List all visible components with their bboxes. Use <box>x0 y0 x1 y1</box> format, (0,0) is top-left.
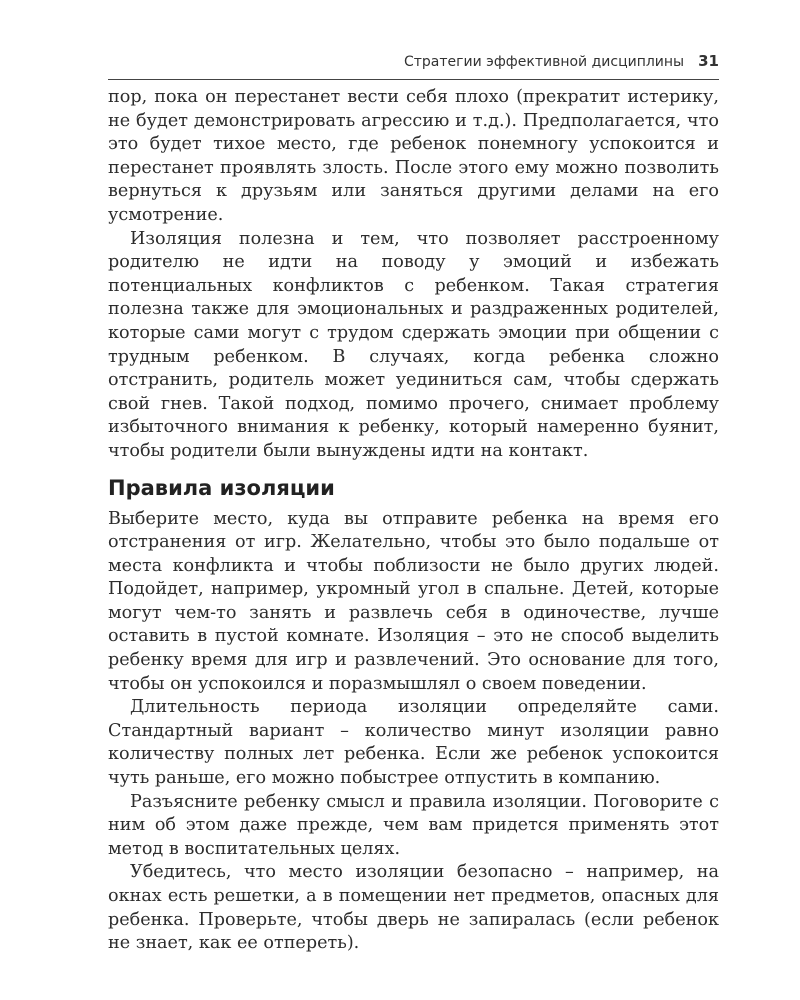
book-page <box>108 52 719 956</box>
paragraph: Убедитесь, что место изоляции безопасно – например, на окнах есть решетки, а в помещении нет предметов, опасных для ребенка. Проверьте, чтобы дверь не запиралась (если ребенок не знает, как ее отпереть). <box>108 862 719 954</box>
paragraph: Изоляция полезна и тем, что позволяет расстроенному родителю не идти на поводу у эмоций и избежать потенциальных конфликтов с ребенком. Такая стратегия полезна также для эмоциональных и раздраженных родителей, которые сами могут с трудом сдержать эмоции при общении с трудным ребенком. В случаях, когда ребенка сложно отстранить, родитель может уединиться сам, чтобы сдержать свой гнев. Такой подход, помимо прочего, снимает проблему избыточного внимания к ребенку, который намеренно буянит, чтобы родители были вынуждены идти на контакт. <box>108 228 719 461</box>
running-header <box>108 52 719 80</box>
paragraph-continuation: пор, пока он перестанет вести себя плохо (прекратит истерику, не будет демонстрировать агрессию и т.д.). Предполагается, что это будет тихое место, где ребенок понемногу успокоится и перестанет проявлять злость. После этого ему можно позволить вернуться к друзьям или заняться другими делами на его усмотрение. <box>108 87 719 225</box>
paragraph: Выберите место, куда вы отправите ребенка на время его отстранения от игр. Желательно, чтобы это было подальше от места конфликта и чтобы поблизости не было других людей. Подойдет, например, укромный угол в спальне. Детей, которые могут чем-то занять и развлечь себя в одиночестве, лучше оставить в пустой комнате. Изоляция – это не способ выделить ребенку время для игр и развлечений. Это основание для того, чтобы он успокоился и поразмышлял о своем поведении. <box>108 508 719 694</box>
paragraph: Длительность периода изоляции определяйте сами. Стандартный вариант – количество минут изоляции равно количеству полных лет ребенка. Если же ребенок успокоится чуть раньше, его можно побыстрее отпустить в компанию. <box>108 697 719 789</box>
chapter-title: Стратегии эффективной дисциплины <box>403 54 685 70</box>
page-number: 31 <box>698 52 719 70</box>
body-text <box>108 86 719 956</box>
paragraph: Разъясните ребенку смысл и правила изоляции. Поговорите с ним об этом даже прежде, чем вам придется применять этот метод в воспитательных целях. <box>108 791 719 859</box>
section-heading: Правила изоляции <box>108 475 335 500</box>
